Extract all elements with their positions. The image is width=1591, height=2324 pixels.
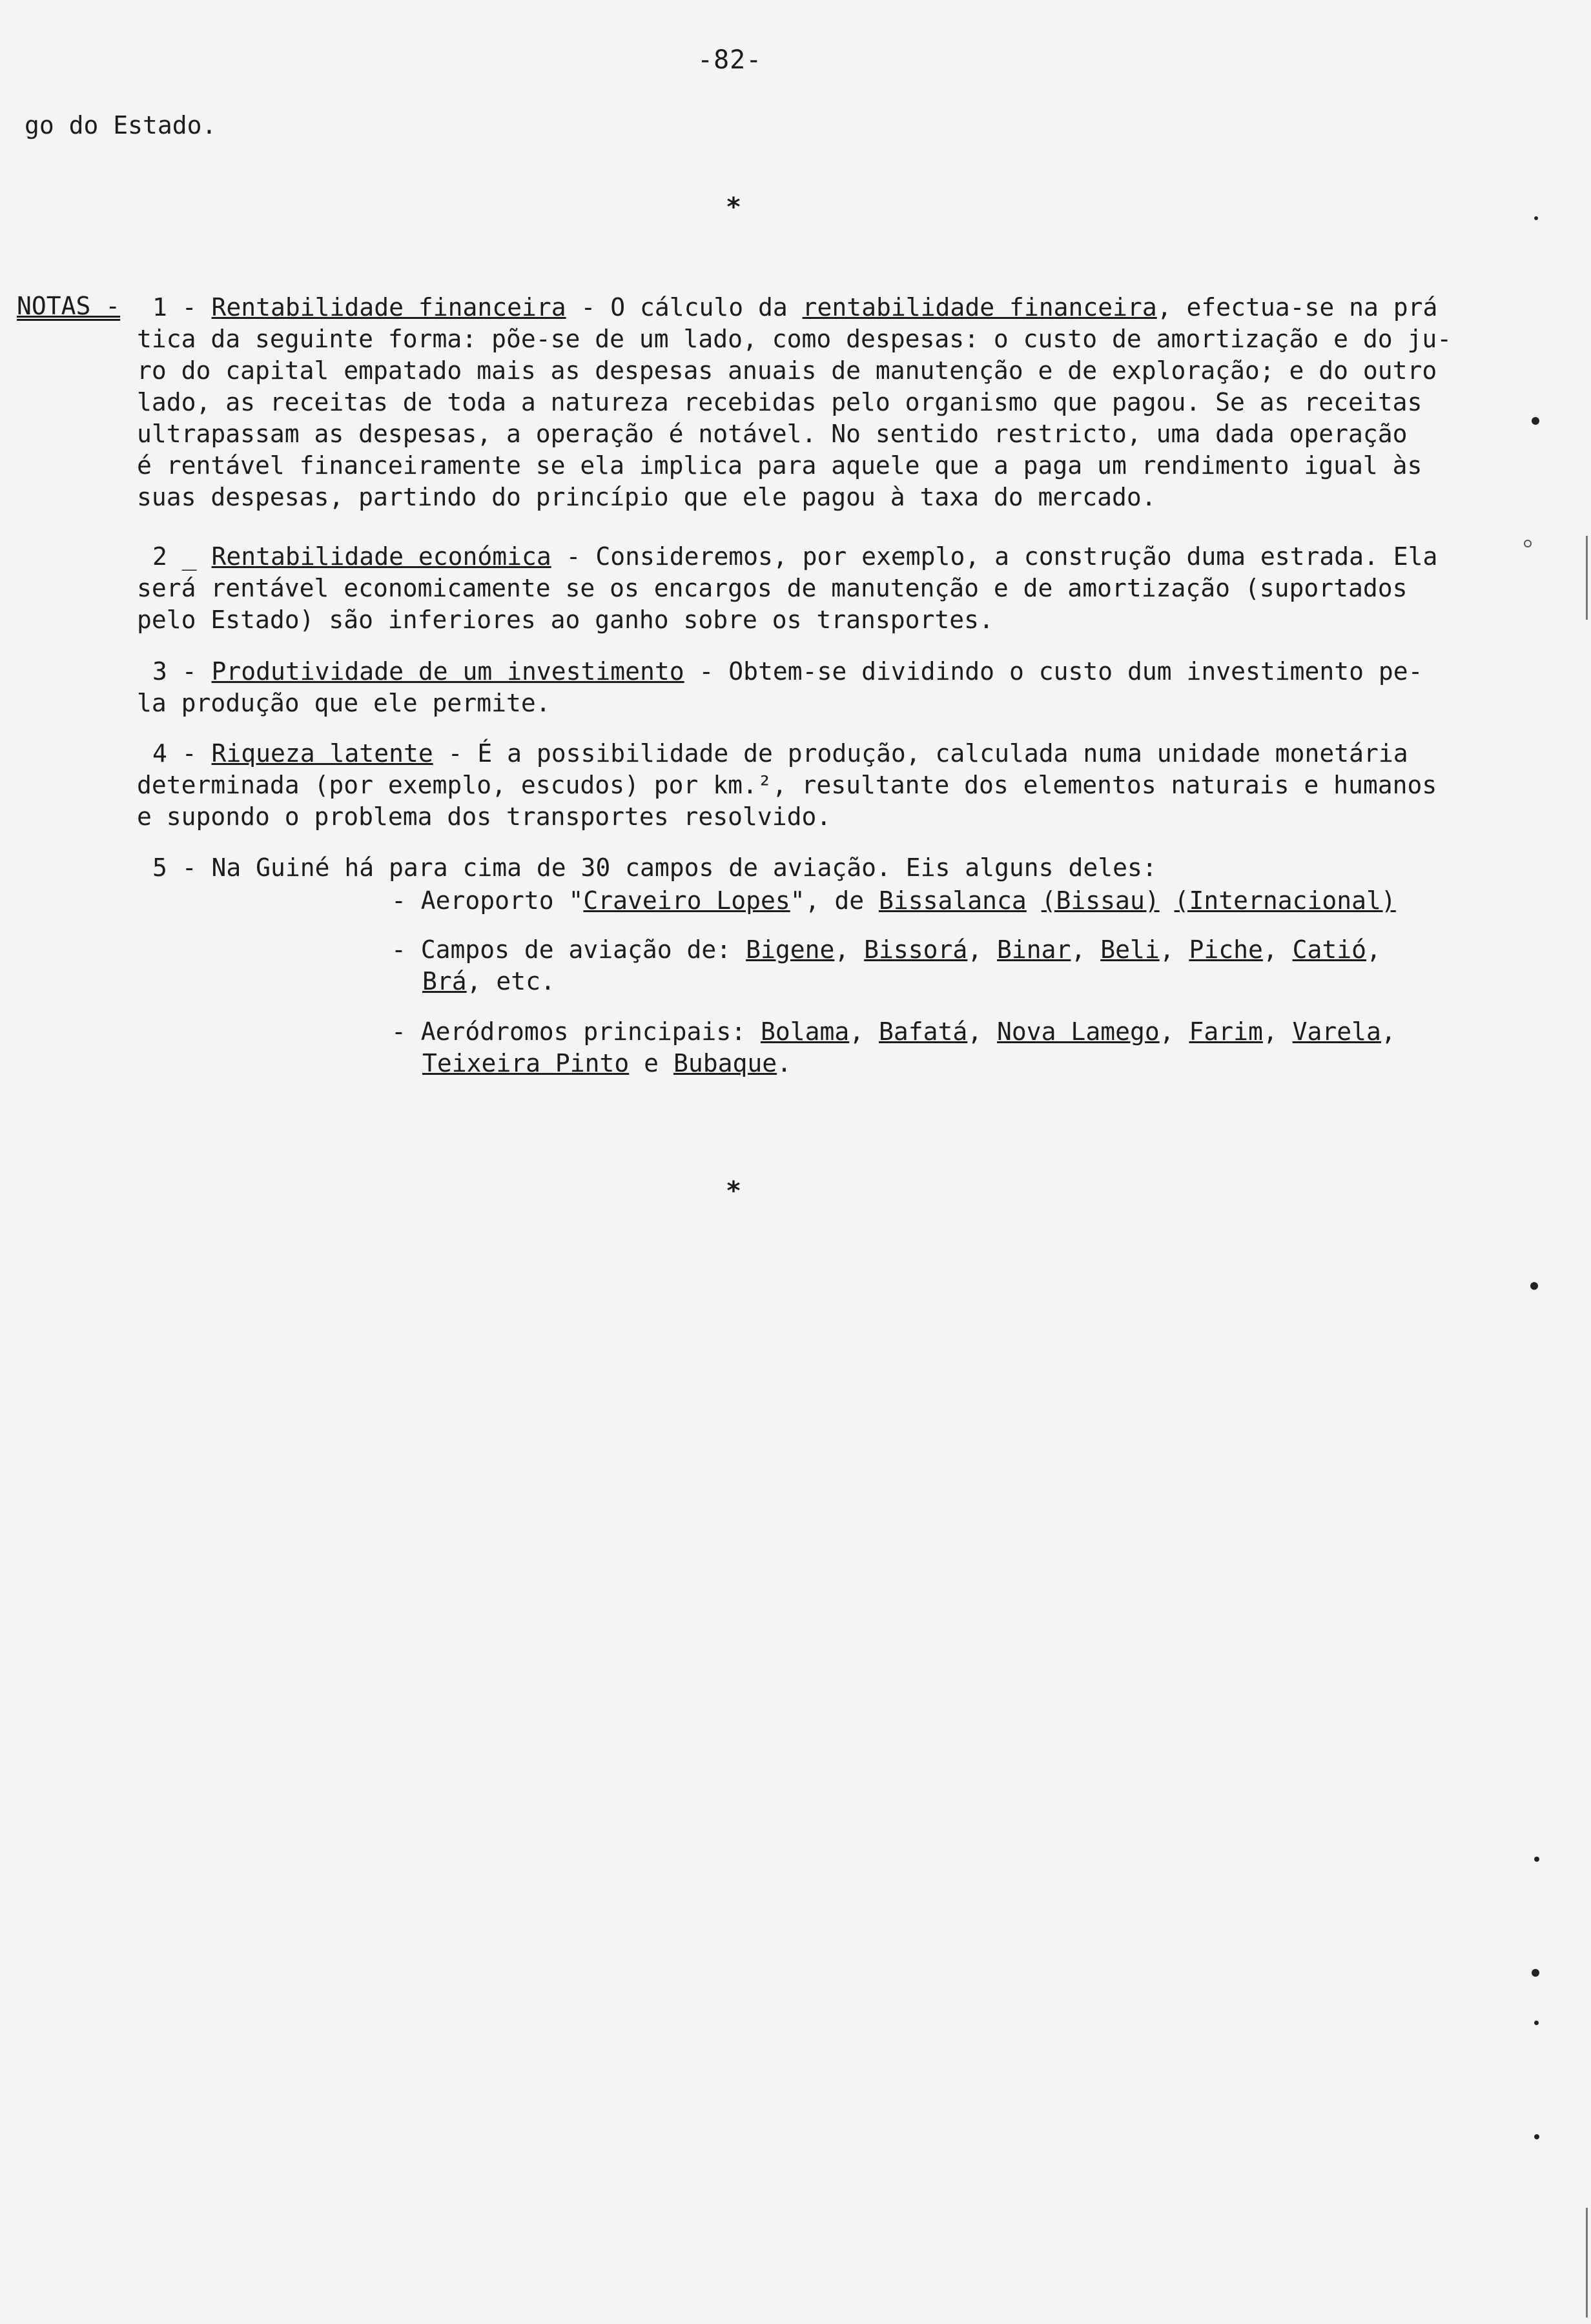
page-number: -82- — [697, 45, 763, 75]
note-title: Rentabilidade económica — [211, 542, 551, 571]
note-2: 2 _ Rentabilidade económica - Consideremos, por exemplo, a construção duma estrada. Ela será rentável economicamente se os encargos de manutenção e de amortização (suportados pelo Estado) são inferiores ao ganho sobre os transportes. — [137, 542, 1438, 634]
note-number: 4 - — [152, 739, 197, 768]
scan-speck — [1524, 540, 1532, 547]
continuation-text: go do Estado. — [25, 111, 217, 139]
page-edge-line — [1586, 2208, 1588, 2318]
page-edge-line — [1586, 536, 1588, 620]
list-item-aeroporto: - Aeroporto "Craveiro Lopes", de Bissalanca (Bissau) (Internacional) — [391, 886, 1396, 915]
note-title: Riqueza latente — [211, 739, 433, 768]
note-5: 5 - Na Guiné há para cima de 30 campos de aviação. Eis alguns deles: — [137, 852, 1480, 884]
scan-speck — [1534, 216, 1538, 220]
section-separator: * — [726, 192, 742, 222]
scan-speck — [1532, 1969, 1539, 1977]
note-title: Produtividade de um investimento — [211, 657, 684, 686]
list-item-aerodromos: - Aeródromos principais: Bolama, Bafatá, Nova Lamego, Farim, Varela, Teixeira Pinto e Bubaque. — [391, 1017, 1396, 1077]
note-4: 4 - Riqueza latente - É a possibilidade de produção, calculada numa unidade monetária determinada (por exemplo, escudos) por km.², resultante dos elementos naturais e humanos e supondo o problema dos transportes resolvido. — [137, 739, 1437, 831]
note-1: 1 - Rentabilidade financeira - O cálculo da rentabilidade financeira, efectua-se na prá tica da seguinte forma: põe-se de um lado, como despesas: o custo de amortização e do ju- ro do capital empatado mais as despesas anuais de manutenção e de exploração; e do outro lado, as receitas de toda a natureza recebidas pelo organismo que pagou. Se as receitas ultrapassam as despesas, a operação é notável. No sentido restricto, uma dada operação é rentável financeiramente se ela implica para aquele que a paga um rendimento igual às suas despesas, partindo do princípio que ele pagou à taxa do mercado. — [137, 293, 1452, 511]
section-separator-end: * — [726, 1176, 742, 1206]
notes-label: NOTAS - — [17, 292, 121, 320]
note-number: 5 - — [152, 853, 197, 882]
note-number: 2 _ — [152, 542, 197, 571]
list-item-campos: - Campos de aviação de: Bigene, Bissorá, Binar, Beli, Piche, Catió, Brá, etc. — [391, 935, 1381, 995]
note-number: 3 - — [152, 657, 197, 686]
scan-speck — [1530, 1282, 1538, 1290]
scan-speck — [1534, 2021, 1539, 2025]
note-title: Rentabilidade financeira — [211, 293, 566, 321]
note-3: 3 - Produtividade de um investimento - Obtem-se dividindo o custo dum investimento pe- la produção que ele permite. — [137, 657, 1423, 717]
scan-speck — [1534, 2134, 1539, 2139]
scan-speck — [1534, 1857, 1539, 1862]
note-number: 1 - — [152, 293, 197, 321]
scan-speck — [1532, 417, 1539, 425]
